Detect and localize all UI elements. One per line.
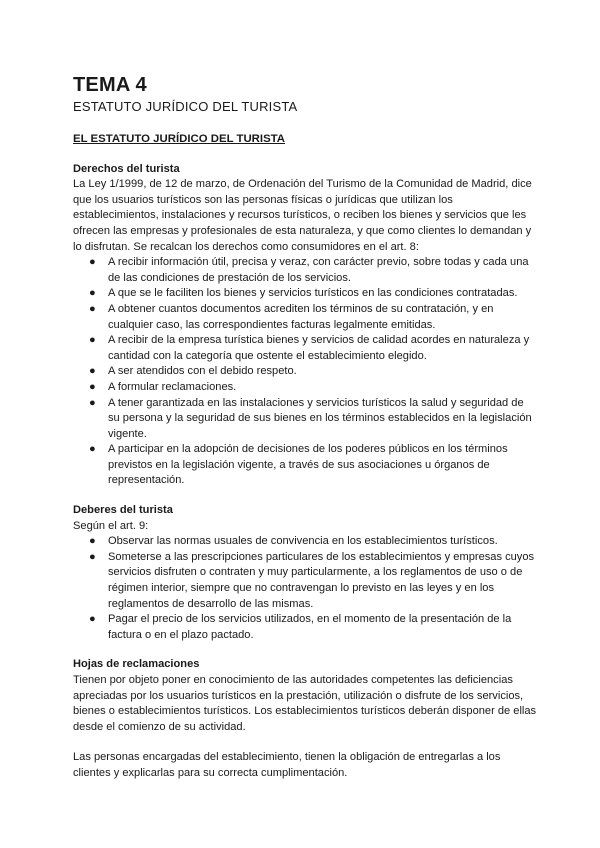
- document-title: TEMA 4: [73, 74, 147, 96]
- deberes-list: [73, 534, 538, 643]
- list-item: ● A obtener cuantos documentos acrediten los términos de su contratación, y en cualquier caso, las correspondientes facturas legalmente emitidas.: [89, 302, 494, 331]
- list-item: ● A que se le faciliten los bienes y servicios turísticos en las condiciones contratadas.: [108, 286, 538, 302]
- bullet-icon: ●: [89, 535, 96, 548]
- derechos-list: [73, 255, 538, 489]
- list-item: ● Someterse a las prescripciones particulares de los establecimientos y empresas cuyos servicios disfruten o contraten y muy particularmente, a los reglamentos de uso o de régimen interior, siempre que no contravengan lo previsto en las leyes y en los reglamentos de desarrollo de las mismas.: [89, 550, 535, 610]
- hojas-paragraph-2: Las personas encargadas del establecimiento, tienen la obligación de entregarlas a los clientes y explicarlas para su correcta cumplimentación.: [73, 751, 501, 779]
- deberes-intro: Según el art. 9:: [73, 519, 149, 532]
- list-item: ● A recibir de la empresa turística bienes y servicios de calidad acordes en naturaleza y cantidad con la categoría que ostente el establecimiento elegido.: [89, 334, 530, 362]
- list-item: ● Observar las normas usuales de convivencia en los establecimientos turísticos.: [108, 534, 538, 550]
- list-item: ● A tener garantizada en las instalaciones y servicios turísticos la salud y seguridad de su persona y la seguridad de sus bienes en los términos establecidos en la legislación vigente.: [89, 396, 532, 440]
- bullet-icon: ●: [89, 396, 96, 409]
- hojas-heading: Hojas de reclamaciones: [73, 658, 200, 671]
- paragraph-spacer: [73, 735, 538, 750]
- document-subtitle: ESTATUTO JURÍDICO DEL TURISTA: [73, 99, 298, 114]
- list-item: ● A participar en la adopción de decisiones de los poderes públicos en los términos previstos en la legislación vigente, a través de sus asociaciones u órganos de representación.: [89, 443, 508, 487]
- list-item: ● A recibir información útil, precisa y veraz, con carácter previo, sobre todas y cada una de las condiciones de prestación de los servicios.: [89, 256, 529, 284]
- derechos-intro: La Ley 1/1999, de 12 de marzo, de Ordenación del Turismo de la Comunidad de Madrid, dice que los usuarios turísticos son las personas físicas o jurídicas que utilizan los establecimientos, instalaciones y recursos turísticos, o reciben los bienes y servicios que les ofrecen las empresas y profesionales de esta naturaleza, y que como clientes lo demandan y lo disfrutan. Se recalcan los derechos como consumidores en el art. 8:: [73, 178, 532, 253]
- bullet-icon: ●: [89, 302, 96, 315]
- section-title: EL ESTATUTO JURÍDICO DEL TURISTA: [73, 133, 286, 145]
- bullet-icon: ●: [89, 334, 96, 347]
- bullet-icon: ●: [89, 550, 96, 563]
- bullet-icon: ●: [89, 613, 96, 626]
- deberes-heading: Deberes del turista: [73, 504, 173, 517]
- derechos-heading: Derechos del turista: [73, 162, 180, 175]
- list-item: ● Pagar el precio de los servicios utilizados, en el momento de la presentación de la factura o en el plazo pactado.: [89, 613, 512, 641]
- list-item: ● A formular reclamaciones.: [108, 380, 538, 396]
- bullet-icon: ●: [89, 287, 96, 300]
- bullet-icon: ●: [89, 443, 96, 456]
- bullet-icon: ●: [89, 365, 96, 378]
- hojas-paragraph-1: Tienen por objeto poner en conocimiento de las autoridades competentes las deficiencias apreciadas por los usuarios turísticos en la prestación, utilización o disfrute de los servicios, bienes o establecimientos turísticos. Los establecimientos turísticos deberán disponer de ellas desde el comienzo de su actividad.: [73, 674, 537, 733]
- bullet-icon: ●: [89, 256, 96, 269]
- list-item: ● A ser atendidos con el debido respeto.: [108, 364, 538, 380]
- bullet-icon: ●: [89, 380, 96, 393]
